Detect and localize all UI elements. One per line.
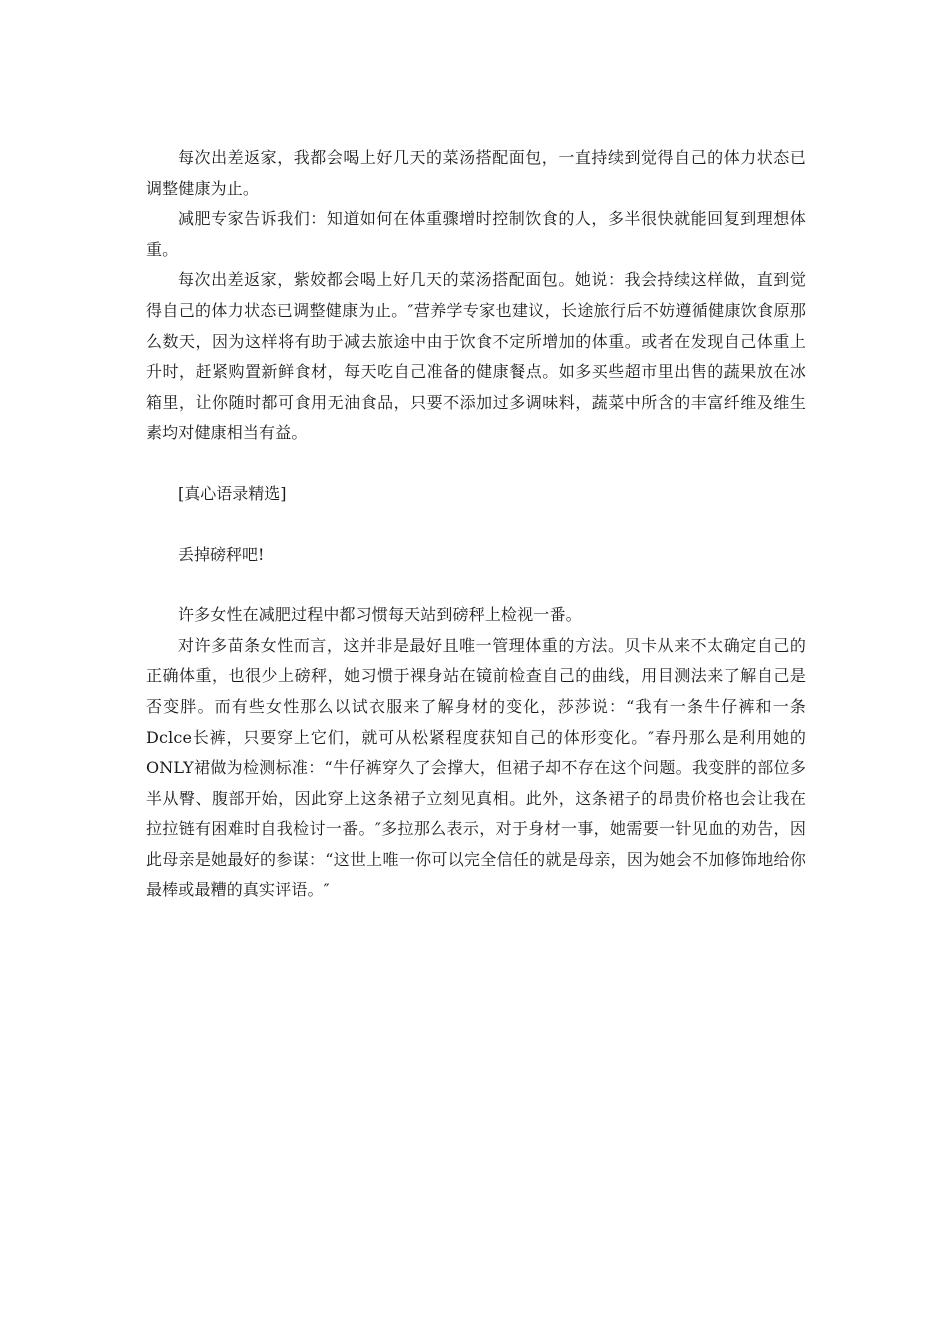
document-body (146, 143, 806, 906)
section-label: [真心语录精选] (178, 483, 287, 503)
spacer (146, 449, 806, 479)
paragraph-2: 减肥专家告诉我们：知道如何在体重骤增时控制饮食的人，多半很快就能回复到理想体重。 (146, 209, 806, 259)
paragraph-4: 许多女性在减肥过程中都习惯每天站到磅秤上检视一番。 (178, 605, 582, 625)
spacer (146, 570, 806, 600)
spacer (146, 510, 806, 540)
paragraph-1: 每次出差返家，我都会喝上好几天的菜汤搭配面包，一直持续到觉得自己的体力状态已调整健康为止。 (146, 148, 806, 198)
paragraph-5: 对许多苗条女性而言，这并非是最好且唯一管理体重的方法。贝卡从来不太确定自己的正确体重，也很少上磅秤，她习惯于裸身站在镜前检查自己的曲线，用目测法来了解自己是否变胖。而有些女性那么以试衣服来了解身材的变化，莎莎说：“我有一条牛仔裤和一条Dclce长裤，只要穿上它们，就可从松紧程度获知自己的体形变化。″春丹那么是利用她的ONLY裙做为检测标准：“牛仔裤穿久了会撑大，但裙子却不存在这个问题。我变胖的部位多半从臀、腹部开始，因此穿上这条裙子立刻见真相。此外，这条裙子的昂贵价格也会让我在拉拉链有困难时自我检讨一番。″多拉那么表示，对于身材一事，她需要一针见血的劝告，因此母亲是她最好的参谋：“这世上唯一你可以完全信任的就是母亲，因为她会不加修饰地给你最棒或最糟的真实评语。″ (146, 635, 806, 900)
paragraph-3: 每次出差返家，紫姣都会喝上好几天的菜汤搭配面包。她说：我会持续这样做，直到觉得自己的体力状态已调整健康为止。″营养学专家也建议，长途旅行后不妨遵循健康饮食原那么数天，因为这样将有助于减去旅途中由于饮食不定所增加的体重。或者在发现自己体重上升时，赶紧购置新鲜食材，每天吃自己准备的健康餐点。如多买些超市里出售的蔬果放在冰箱里，让你随时都可食用无油食品，只要不添加过多调味料，蔬菜中所含的丰富纤维及维生素均对健康相当有益。 (146, 270, 806, 443)
sub-heading: 丢掉磅秤吧! (178, 544, 265, 564)
